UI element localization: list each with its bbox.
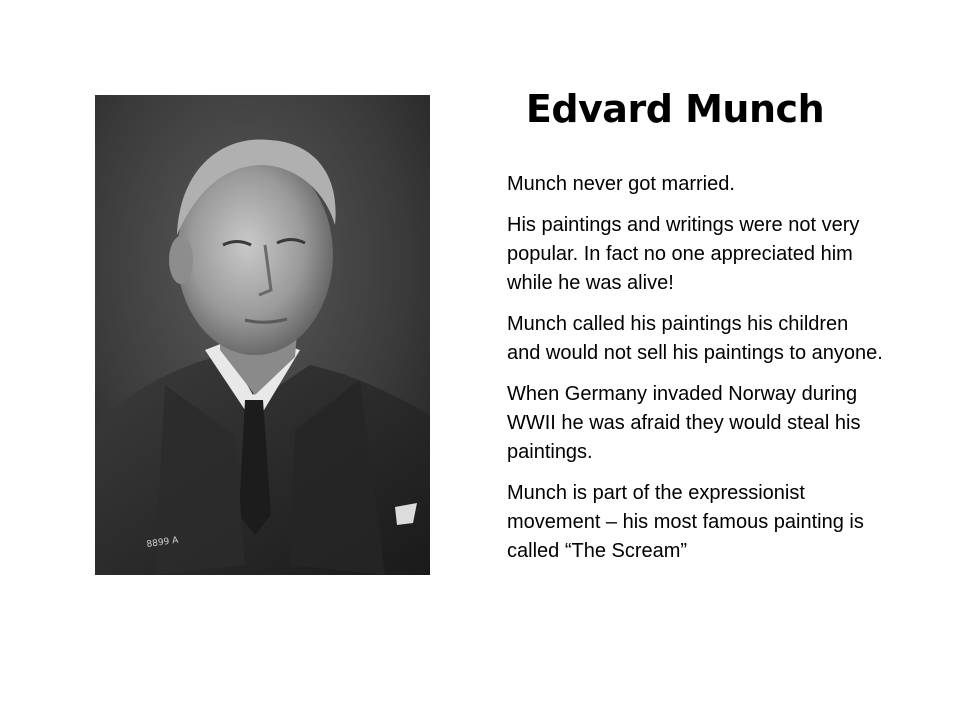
portrait-photo: [95, 95, 430, 575]
paragraph-1: Munch never got married.: [507, 173, 735, 195]
body-text: [507, 170, 887, 578]
paragraph-2: His paintings and writings were not very popular. In fact no one appreciated him while he was alive!: [507, 214, 860, 294]
paragraph-4: When Germany invaded Norway during WWII he was afraid they would steal his paintings.: [507, 383, 861, 463]
slide-title: Edvard Munch: [525, 87, 825, 131]
paragraph-5: Munch is part of the expressionist movement – his most famous painting is called “The Scream”: [507, 482, 864, 562]
paragraph-3: Munch called his paintings his children and would not sell his paintings to anyone.: [507, 313, 883, 364]
photo-caption: 8899 A: [146, 535, 180, 550]
